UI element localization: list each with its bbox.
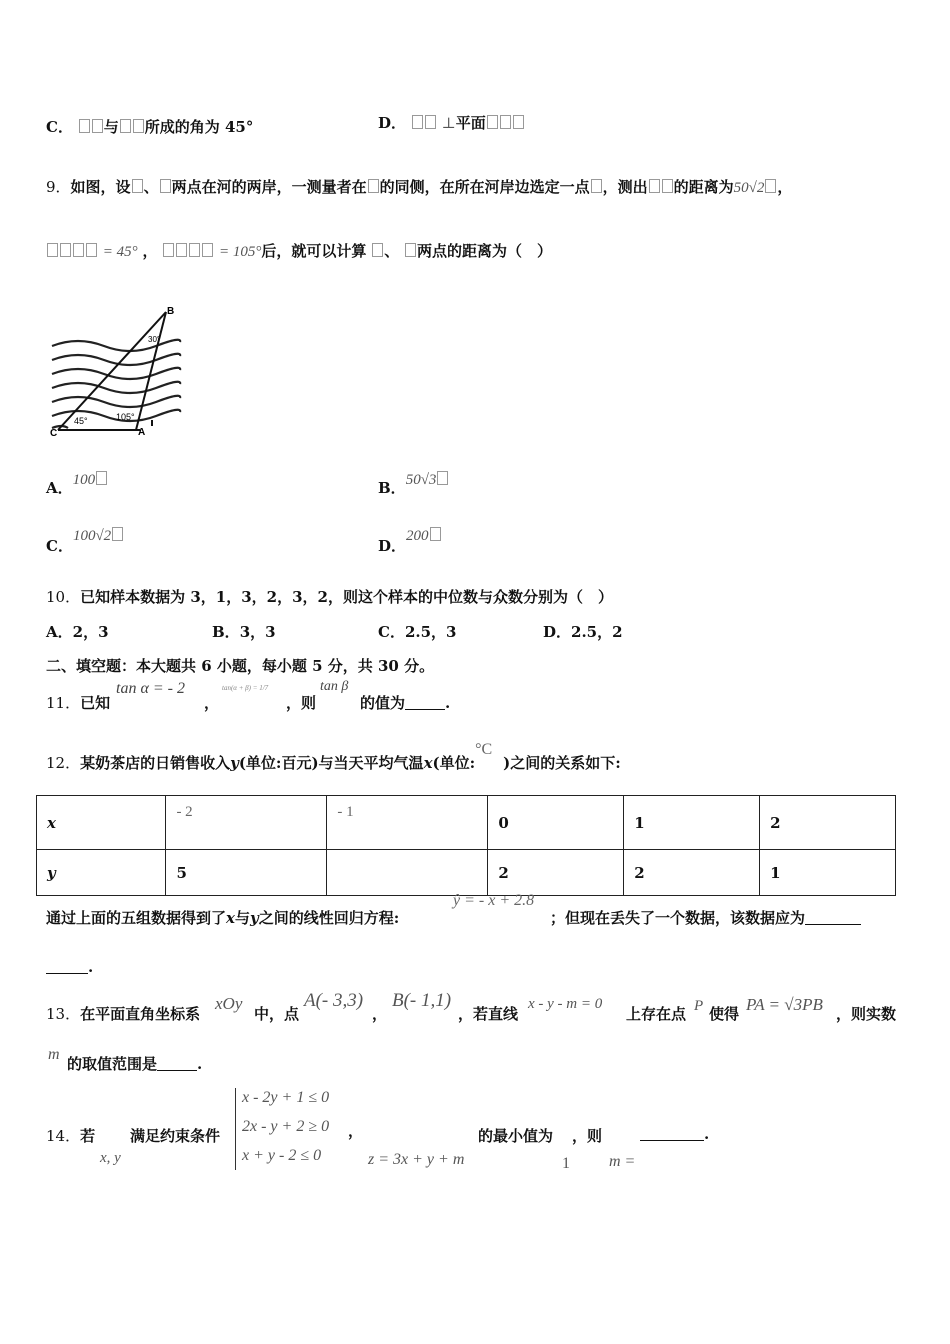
q12-var-y: y (230, 754, 239, 772)
q13-period: . (197, 1055, 203, 1073)
q14-then: ，则 (572, 1127, 603, 1145)
table-row (37, 850, 896, 896)
q9-comma: ， (142, 242, 158, 260)
option-value: 3，3 (239, 623, 276, 641)
q12-followup (46, 907, 399, 928)
q9-option-b (378, 468, 449, 497)
question-number: 9． (46, 178, 71, 196)
option-letter: D． (378, 537, 407, 555)
q13-text-a: 在平面直角坐标系 (80, 1005, 201, 1023)
q9-option-a (46, 468, 108, 497)
q12-unit: °C (475, 741, 493, 758)
table-cell (327, 850, 488, 896)
q12-regression-eq: ŷ = - x + 2.8 (453, 892, 535, 909)
missing-glyph-box (73, 243, 84, 257)
q14-answer (640, 1125, 709, 1143)
q9-text-c: 两点在河的两岸，一测量者在 (171, 178, 367, 196)
missing-glyph-box (86, 243, 97, 257)
q12-stem (46, 741, 621, 773)
q9-line-1 (46, 176, 792, 197)
table-cell: y (37, 850, 166, 896)
q14-objective: z = 3x + y + m (368, 1151, 465, 1168)
question-number: 10． (46, 588, 81, 606)
option-letter: B． (378, 479, 406, 497)
missing-glyph-box (662, 179, 673, 193)
q13-text-e: 使得 (709, 1005, 740, 1023)
q10-text: 已知样本数据为 3，1，3，2，3，2，则这个样本的中位数与众数分别为（ ） (80, 588, 613, 606)
table-row (37, 796, 896, 850)
missing-glyph-box (79, 119, 90, 133)
missing-glyph-box (425, 115, 436, 129)
q11-stem (46, 692, 110, 713)
q9-angle-1: = 45° (102, 244, 138, 260)
missing-glyph-box (189, 243, 200, 257)
option-value: 200 (406, 528, 429, 544)
label-c: C (50, 428, 58, 439)
answer-blank (46, 959, 88, 974)
q12-follow-c: 之间的线性回归方程: (258, 909, 400, 927)
q14-stem (46, 1125, 95, 1146)
q9-line2-c: 两点的距离为（ ） (416, 242, 552, 260)
q11-period: . (445, 694, 451, 712)
q13-text-f: ，则实数 (836, 1005, 897, 1023)
q12-follow-a: 通过上面的五组数据得到了 (46, 909, 227, 927)
q8-option-c (46, 116, 253, 137)
q9-text-b: 、 (143, 178, 159, 196)
missing-glyph-box (176, 243, 187, 257)
q12-text-b: (单位:百元)与当天平均气温 (238, 754, 424, 772)
angle-45-label: 45° (74, 416, 88, 426)
missing-glyph-box (160, 179, 171, 193)
table-cell: 2 (760, 796, 896, 850)
missing-glyph-box (765, 179, 776, 193)
answer-blank (640, 1126, 704, 1141)
q14-m-eq: m = (609, 1153, 636, 1170)
option-letter: C． (46, 118, 73, 136)
missing-glyph-box (163, 243, 174, 257)
q8-c-text-1: 与 (103, 118, 119, 136)
q9-option-d (378, 524, 442, 555)
q8-c-text-2: 所成的角为 45° (144, 118, 254, 136)
question-number: 12． (46, 754, 81, 772)
table-cell: 1 (760, 850, 896, 896)
q9-text-end: ， (777, 178, 793, 196)
table-cell: 1 (624, 796, 760, 850)
q9-text-f: 的距离为 (673, 178, 734, 196)
q12-follow-b: 与 (234, 909, 250, 927)
q9-distance: 50√2 (733, 180, 765, 196)
q9-text-a: 如图，设 (70, 178, 131, 196)
perp-symbol: ⊥ (441, 116, 456, 132)
q13-text-g: 的取值范围是 (67, 1055, 158, 1073)
q14-ruo: 若 (80, 1127, 96, 1145)
answer-blank (157, 1056, 197, 1071)
option-value: 2.5，3 (404, 623, 457, 641)
q11-text-a: 已知 (80, 694, 111, 712)
q13-point-a: A(- 3,3) (304, 990, 364, 1011)
q11-tan-sum: tan(α + β) = 1/7 (222, 684, 269, 692)
table-cell: 2 (624, 850, 760, 896)
q11-comma: ， (204, 694, 220, 712)
missing-glyph-box (437, 471, 448, 485)
q12-data-table (36, 795, 896, 896)
q11-tan-beta: tan β (320, 679, 349, 694)
table-cell: 5 (166, 850, 327, 896)
q10-option-b (212, 621, 276, 642)
q8-option-d (378, 112, 525, 133)
q12-text-a: 某奶茶店的日销售收入 (80, 754, 231, 772)
q14-constraint-2: 2x - y + 2 ≥ 0 (242, 1118, 330, 1135)
section-2-heading: 二、填空题：本大题共 6 小题，每小题 5 分，共 30 分。 (46, 657, 435, 675)
missing-glyph-box (202, 243, 213, 257)
q14-min-text: 的最小值为 (478, 1127, 554, 1145)
q9-text-e: ，测出 (602, 178, 648, 196)
q13-condition: PA = √3PB (746, 995, 823, 1014)
q13-m: m (48, 1046, 60, 1063)
q11-tan-alpha: tan α = - 2 (116, 680, 185, 697)
q9-line2-a: 后，就可以计算 (261, 242, 367, 260)
missing-glyph-box (412, 115, 423, 129)
missing-glyph-box (500, 115, 511, 129)
table-cell: x (37, 796, 166, 850)
q13-text-d: 上存在点 (626, 1005, 687, 1023)
missing-glyph-box (47, 243, 58, 257)
q13-point-b: B(- 1,1) (392, 990, 452, 1011)
q10-stem (46, 586, 613, 607)
q12-blank-cont (46, 958, 93, 976)
q14-constraint-3: x + y - 2 ≤ 0 (242, 1147, 322, 1164)
q13-text-b: 中，点 (254, 1005, 300, 1023)
option-letter: C． (46, 537, 73, 555)
option-value: 2.5，2 (571, 623, 623, 641)
missing-glyph-box (120, 119, 131, 133)
q12-follow-y: y (249, 909, 259, 927)
missing-glyph-box (372, 243, 383, 257)
option-letter: D． (543, 623, 572, 641)
q14-constraint-1: x - 2y + 1 ≤ 0 (242, 1089, 330, 1106)
missing-glyph-box (96, 471, 107, 485)
angle-30-label: 30° (148, 335, 161, 344)
question-number: 11． (46, 694, 81, 712)
q14-comma: ， (348, 1122, 364, 1140)
triangle (58, 312, 166, 430)
q11-ask (360, 692, 450, 713)
option-value: 2，3 (72, 623, 109, 641)
q12-follow-d-wrap (550, 907, 861, 928)
q9-angle-2: = 105° (219, 244, 262, 260)
q14-min-value: 1 (562, 1155, 570, 1172)
q12-text-d: )之间的关系如下: (503, 754, 621, 772)
q12-var-x: x (423, 754, 433, 772)
q13-ask (67, 1053, 202, 1074)
q9-text-d: 的同侧，在所在河岸边选定一点 (379, 178, 590, 196)
option-letter: A． (46, 623, 73, 641)
missing-glyph-box (368, 179, 379, 193)
missing-glyph-box (112, 527, 123, 541)
q9-line2-b: 、 (384, 242, 400, 260)
missing-glyph-box (487, 115, 498, 129)
q13-text-c: ，若直线 (458, 1005, 519, 1023)
q11-end: 的值为 (360, 694, 406, 712)
q13-comma: ， (372, 1005, 388, 1023)
angle-105-label: 105° (116, 412, 135, 422)
q13-point-p: P (694, 998, 704, 1014)
table-cell: - 2 (166, 796, 327, 850)
label-b: B (167, 306, 175, 317)
missing-glyph-box (133, 119, 144, 133)
answer-blank (805, 910, 861, 925)
q10-option-d (543, 621, 623, 642)
table-cell: 0 (488, 796, 624, 850)
missing-glyph-box (132, 179, 143, 193)
q13-stem (46, 1003, 200, 1024)
question-number: 14． (46, 1127, 81, 1145)
option-letter: C． (378, 623, 405, 641)
table-cell: - 1 (327, 796, 488, 850)
q14-cond-text: 满足约束条件 (130, 1127, 221, 1145)
missing-glyph-box (60, 243, 71, 257)
option-letter: A． (46, 479, 73, 497)
q13-xoy: xOy (215, 994, 243, 1013)
label-a: A (138, 427, 146, 438)
q12-follow-d: ；但现在丢失了一个数据，该数据应为 (550, 909, 806, 927)
q12-follow-x: x (226, 909, 235, 927)
river-triangle-figure (48, 302, 188, 440)
question-number: 13． (46, 1005, 81, 1023)
missing-glyph-box (649, 179, 660, 193)
answer-blank (405, 695, 445, 710)
q14-vars: x, y (100, 1150, 121, 1166)
q9-option-c (46, 524, 124, 555)
missing-glyph-box (513, 115, 524, 129)
missing-glyph-box (92, 119, 103, 133)
q10-option-a (46, 621, 109, 642)
constraint-brace (235, 1088, 242, 1170)
option-value: 100√2 (72, 528, 112, 544)
option-letter: B． (212, 623, 240, 641)
option-letter: D． (378, 114, 407, 132)
option-value: 100 (72, 472, 96, 488)
q8-d-plane: 平面 (455, 114, 486, 132)
option-value: 50√3 (405, 472, 437, 488)
q10-option-c (378, 621, 457, 642)
missing-glyph-box (430, 527, 441, 541)
q12-text-c: (单位: (432, 754, 476, 772)
q14-period: . (704, 1125, 710, 1143)
q13-line-eq: x - y - m = 0 (528, 996, 603, 1012)
q9-line-2 (46, 240, 552, 261)
table-cell: 2 (488, 850, 624, 896)
q12-follow-end: . (88, 958, 94, 976)
missing-glyph-box (405, 243, 416, 257)
missing-glyph-box (591, 179, 602, 193)
q11-then: ，则 (286, 694, 317, 712)
